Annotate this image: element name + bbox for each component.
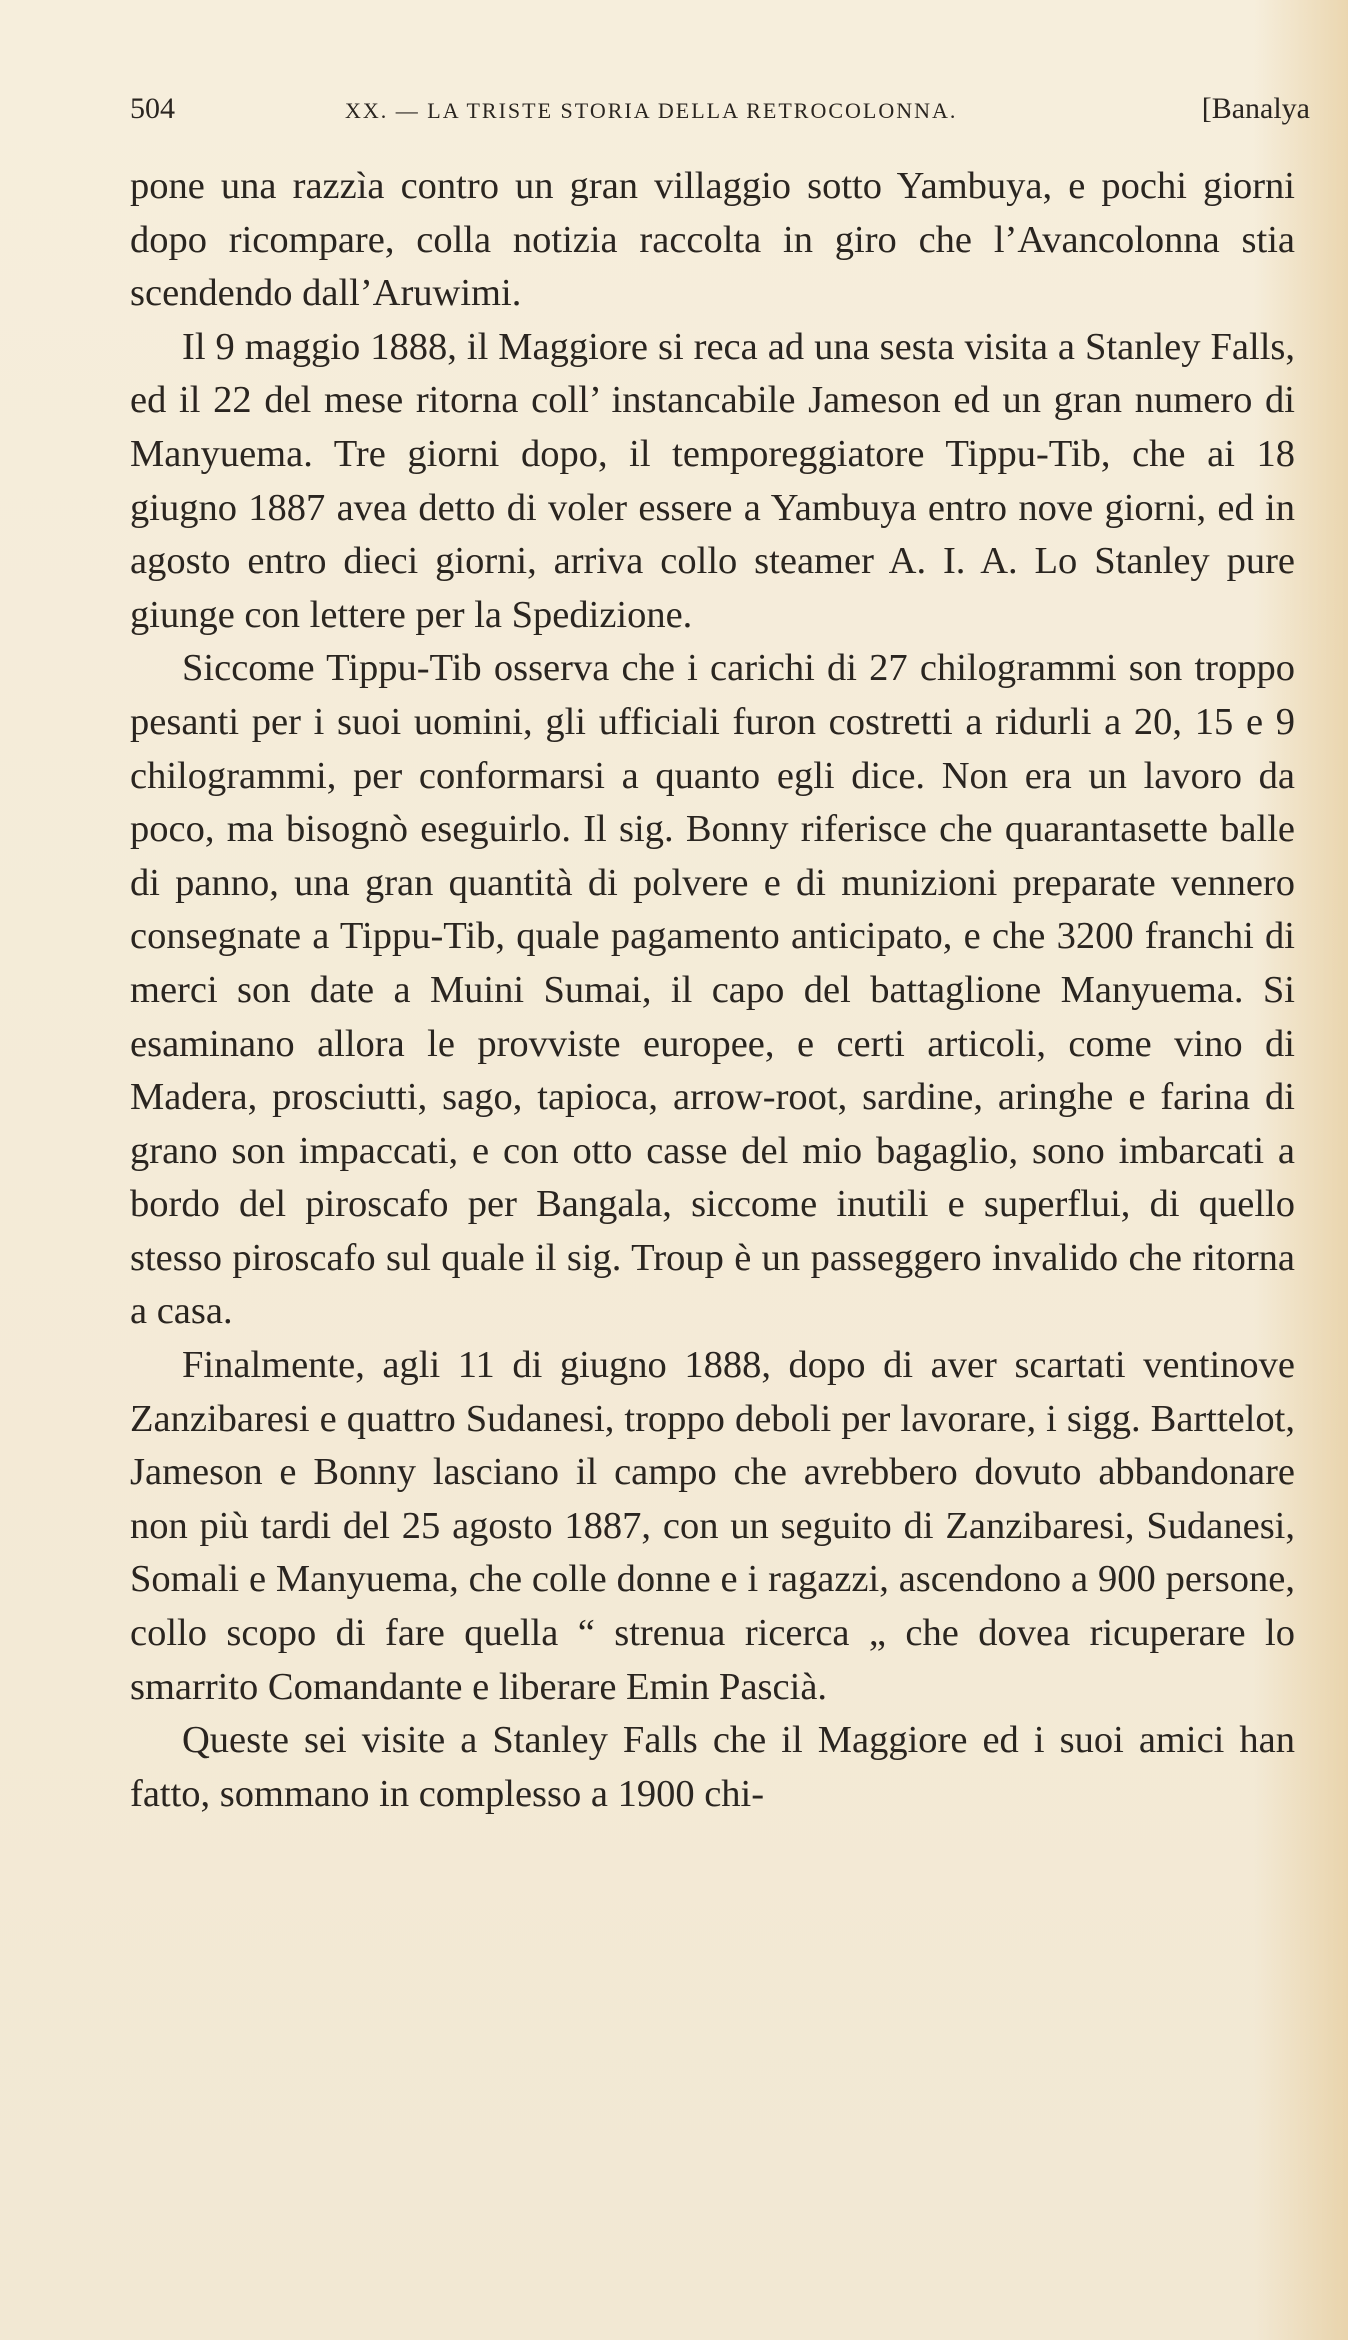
- running-title: XX. — LA TRISTE STORIA DELLA RETROCOLONNA.: [345, 98, 958, 123]
- paragraph: pone una razzìa contro un gran villaggio sotto Yambuya, e pochi giorni dopo ricompare, colla notizia raccolta in giro che l’Avancolonna stia scendendo dall’Aruwimi.: [130, 165, 1295, 315]
- section-tag: [Banalya: [1201, 92, 1310, 125]
- paragraph: Siccome Tippu-Tib osserva che i carichi di 27 chilogrammi son troppo pesanti per i suoi uomini, gli ufficiali furon costretti a ridurli a 20, 15 e 9 chilogrammi, per conformarsi a quanto egli dice. Non era un lavoro da poco, ma bisognò eseguirlo. Il sig. Bonny riferisce che quarantasette balle di panno, una gran quantità di polvere e di munizioni preparate vennero consegnate a Tippu-Tib, quale pagamento anticipato, e che 3200 franchi di merci son date a Muini Sumai, il capo del battaglione Manyuema. Si esaminano allora le provviste europee, e certi articoli, come vino di Madera, prosciutti, sago, tapioca, arrow-root, sardine, aringhe e farina di grano son impaccati, e con otto casse del mio bagaglio, sono imbarcati a bordo del piroscafo per Bangala, siccome inutili e superflui, di quello stesso piroscafo sul quale il sig. Troup è un passeggero invalido che ritorna a casa.: [130, 647, 1295, 1333]
- page-number: 504: [130, 92, 175, 125]
- paragraph: Queste sei visite a Stanley Falls che il Maggiore ed i suoi amici han fatto, sommano in complesso a 1900 chi-: [130, 1719, 1295, 1815]
- page-header: [130, 92, 1310, 132]
- body-text: [130, 160, 1295, 1821]
- paragraph: Finalmente, agli 11 di giugno 1888, dopo di aver scartati ventinove Zanzibaresi e quattro Sudanesi, troppo deboli per lavorare, i sigg. Barttelot, Jameson e Bonny lasciano il campo che avrebbero dovuto abbandonare non più tardi del 25 agosto 1887, con un seguito di Zanzibaresi, Sudanesi, Somali e Manyuema, che colle donne e i ragazzi, ascendono a 900 persone, collo scopo di fare quella “ strenua ricerca „ che dovea ricuperare lo smarrito Comandante e liberare Emin Pascià.: [130, 1344, 1295, 1708]
- paragraph: Il 9 maggio 1888, il Maggiore si reca ad una sesta visita a Stanley Falls, ed il 22 del mese ritorna coll’ instancabile Jameson ed un gran numero di Manyuema. Tre giorni dopo, il temporeggiatore Tippu-Tib, che ai 18 giugno 1887 avea detto di voler essere a Yambuya entro nove giorni, ed in agosto entro dieci giorni, arriva collo steamer A. I. A. Lo Stanley pure giunge con lettere per la Spedizione.: [130, 325, 1295, 636]
